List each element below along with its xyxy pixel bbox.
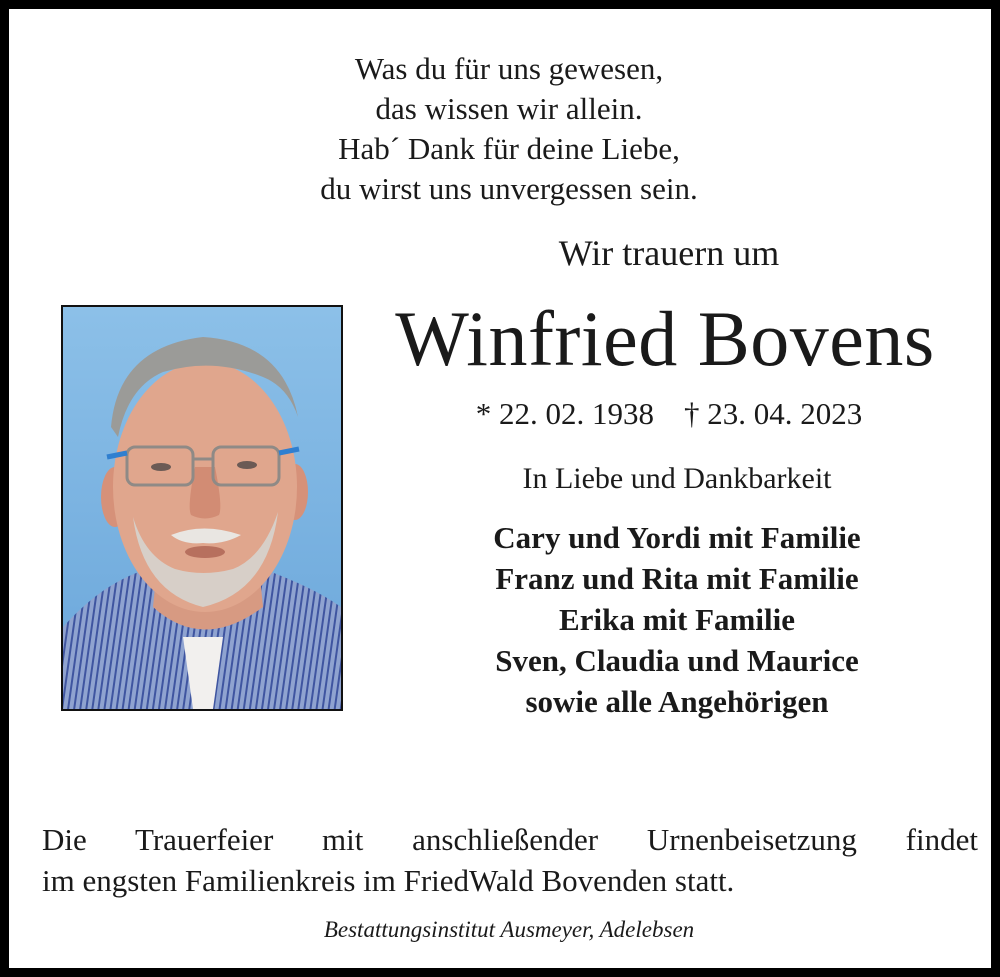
deceased-name: Winfried Bovens — [395, 295, 935, 382]
funeral-notice — [42, 819, 978, 901]
dedication-line: In Liebe und Dankbarkeit — [522, 462, 832, 495]
birth-date: * 22. 02. 1938 — [475, 396, 654, 431]
funeral-notice-line: im engsten Familienkreis im FriedWald Bovenden statt. — [42, 863, 735, 898]
mourner-entry: Franz und Rita mit Familie — [495, 561, 859, 596]
poem-line: du wirst uns unvergessen sein. — [320, 171, 698, 206]
mourning-intro: Wir trauern um — [558, 233, 780, 273]
poem-line: Hab´ Dank für deine Liebe, — [338, 131, 680, 166]
undertaker-credit: Bestattungsinstitut Ausmeyer, Adelebsen — [323, 917, 695, 942]
funeral-notice-line: Die Trauerfeier mit anschließender Urnenbeisetzung findet — [42, 822, 978, 857]
mourners-list — [377, 517, 977, 722]
mourner-entry: Sven, Claudia und Maurice — [495, 643, 859, 678]
portrait-image — [63, 307, 341, 709]
mourner-entry: Erika mit Familie — [559, 602, 795, 637]
poem-line: das wissen wir allein. — [375, 91, 643, 126]
life-dates — [369, 394, 969, 434]
memorial-poem — [209, 49, 809, 209]
death-date: † 23. 04. 2023 — [684, 396, 863, 431]
poem-line: Was du für uns gewesen, — [354, 51, 664, 86]
mourner-entry: Cary und Yordi mit Familie — [493, 520, 861, 555]
mourner-entry: sowie alle Angehörigen — [525, 684, 829, 719]
portrait-photo — [61, 305, 343, 711]
